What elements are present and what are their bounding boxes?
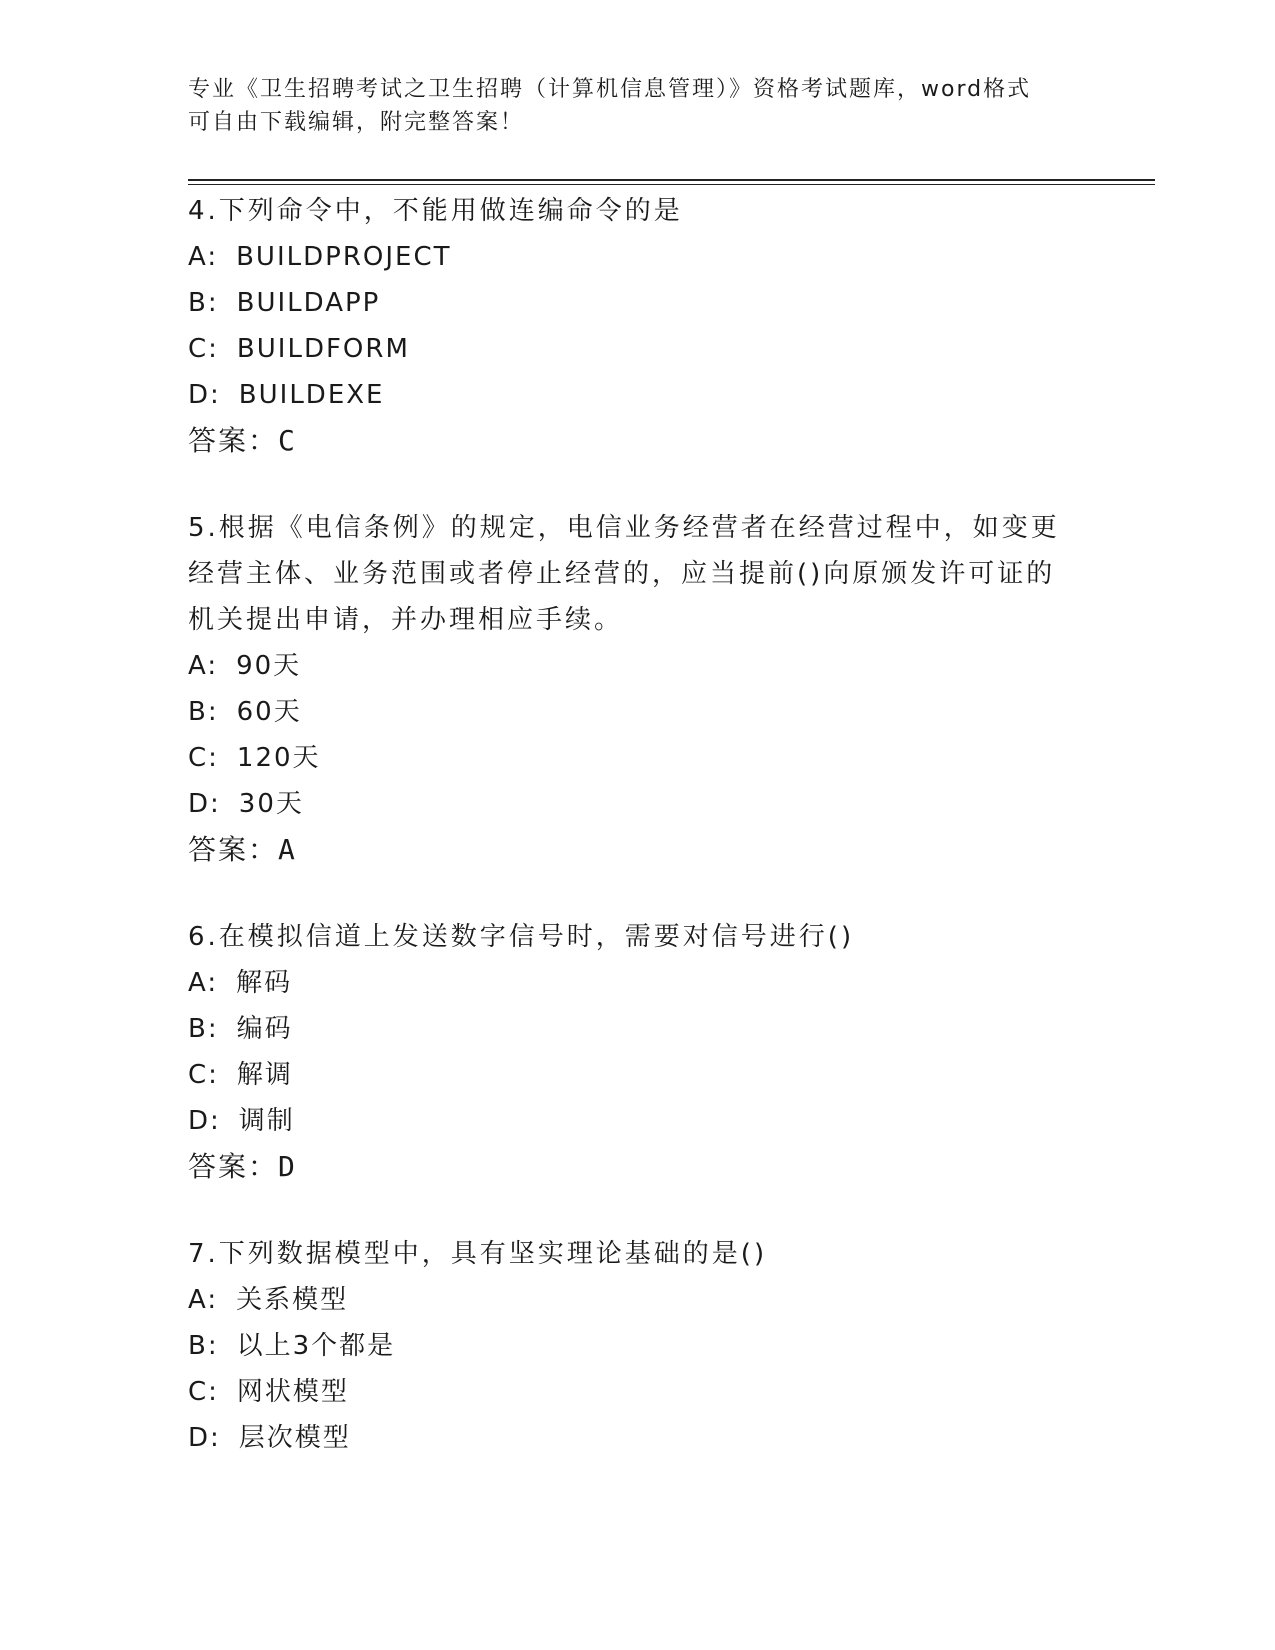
option-text: 关系模型 — [236, 1285, 349, 1315]
question-stem-line: 机关提出申请，并办理相应手续。 — [188, 605, 624, 635]
question-block — [188, 188, 1088, 464]
option-text: 解码 — [236, 968, 293, 998]
question-stem-line: 7.下列数据模型中，具有坚实理论基础的是() — [188, 1239, 768, 1269]
option-letter: C: — [188, 743, 219, 773]
header-line-2: 可自由下载编辑，附完整答案！ — [188, 110, 525, 135]
option-letter: C: — [188, 1060, 219, 1090]
option-text: BUILDAPP — [236, 288, 381, 318]
option-letter: C: — [188, 1377, 219, 1407]
question-stem-line: 经营主体、业务范围或者停止经营的，应当提前()向原颁发许可证的 — [188, 559, 1056, 589]
option-text: 90天 — [236, 651, 302, 681]
answer-value: C — [278, 424, 297, 457]
answer-line — [188, 1144, 1088, 1190]
option-b — [188, 1006, 1088, 1052]
option-letter: C: — [188, 334, 219, 364]
option-text: 30天 — [238, 789, 304, 819]
option-a — [188, 643, 1088, 689]
option-text: 60天 — [236, 697, 302, 727]
option-letter: D: — [188, 1423, 221, 1453]
header-rule-thick — [188, 179, 1155, 181]
option-letter: A: — [188, 651, 219, 681]
answer-label: 答案： — [188, 833, 279, 866]
option-text: BUILDEXE — [238, 380, 385, 410]
option-b — [188, 689, 1088, 735]
option-text: BUILDPROJECT — [236, 242, 452, 272]
question-stem — [188, 1231, 1088, 1277]
option-letter: B: — [188, 288, 219, 318]
option-text: BUILDFORM — [236, 334, 410, 364]
option-text: 以上3个都是 — [236, 1331, 396, 1361]
answer-line — [188, 827, 1088, 873]
option-text: 层次模型 — [238, 1423, 351, 1453]
option-text: 编码 — [236, 1014, 293, 1044]
header-rule-thin — [188, 184, 1155, 185]
question-stem-line: 6.在模拟信道上发送数字信号时，需要对信号进行() — [188, 922, 855, 952]
answer-value: A — [278, 833, 297, 866]
option-d — [188, 1098, 1088, 1144]
option-c — [188, 735, 1088, 781]
option-text: 解调 — [236, 1060, 293, 1090]
option-letter: D: — [188, 380, 221, 410]
question-stem-line: 4.下列命令中，不能用做连编命令的是 — [188, 196, 683, 226]
option-letter: B: — [188, 1014, 219, 1044]
option-letter: B: — [188, 1331, 219, 1361]
option-d — [188, 372, 1088, 418]
option-c — [188, 1369, 1088, 1415]
question-stem-line: 5.根据《电信条例》的规定，电信业务经营者在经营过程中，如变更 — [188, 513, 1060, 543]
answer-value: D — [278, 1150, 297, 1183]
option-d — [188, 781, 1088, 827]
option-text: 网状模型 — [236, 1377, 349, 1407]
question-list — [188, 188, 1088, 1502]
option-a — [188, 234, 1088, 280]
option-b — [188, 280, 1088, 326]
option-letter: D: — [188, 1106, 221, 1136]
option-letter: D: — [188, 789, 221, 819]
option-letter: A: — [188, 242, 219, 272]
question-block — [188, 1231, 1088, 1461]
question-stem — [188, 914, 1088, 960]
question-stem — [188, 505, 1088, 643]
option-c — [188, 1052, 1088, 1098]
option-a — [188, 1277, 1088, 1323]
option-letter: A: — [188, 1285, 219, 1315]
option-letter: A: — [188, 968, 219, 998]
document-header — [188, 73, 1088, 139]
option-d — [188, 1415, 1088, 1461]
option-letter: B: — [188, 697, 219, 727]
question-stem — [188, 188, 1088, 234]
option-a — [188, 960, 1088, 1006]
option-text: 120天 — [236, 743, 321, 773]
question-block — [188, 914, 1088, 1190]
answer-line — [188, 418, 1088, 464]
question-block — [188, 505, 1088, 873]
answer-label: 答案： — [188, 1150, 279, 1183]
option-c — [188, 326, 1088, 372]
header-line-1: 专业《卫生招聘考试之卫生招聘（计算机信息管理）》资格考试题库，word格式 — [188, 77, 1032, 102]
option-b — [188, 1323, 1088, 1369]
option-text: 调制 — [238, 1106, 295, 1136]
answer-label: 答案： — [188, 424, 279, 457]
